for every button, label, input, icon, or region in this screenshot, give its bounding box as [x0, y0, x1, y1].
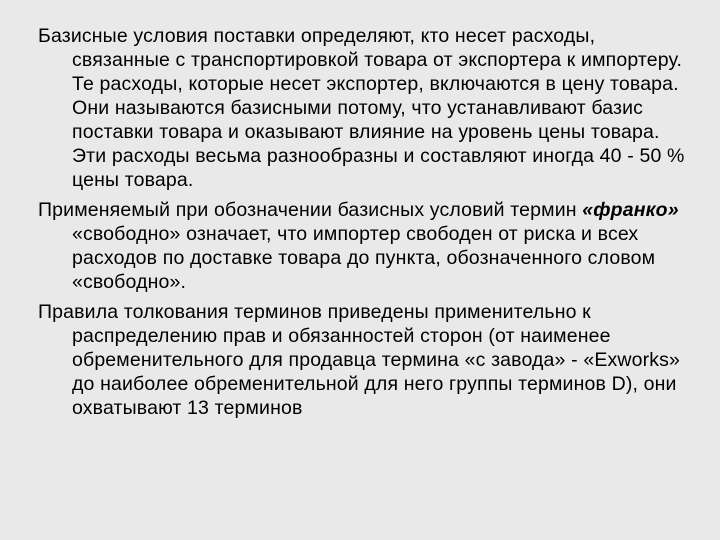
paragraph-franco-term — [38, 198, 698, 294]
paragraph-text: Базисные условия поставки определяют, кто несет расходы, связанные с транспортировкой товара от экспортера к импортеру. Те расходы, которые несет экспортер, включаются в цену товара. Они называются базисными потому, что устанавливают базис поставки товара и оказывают влияние на уровень цены товара. Эти расходы весьма разнообразны и составляют иногда 40 - 50 % цены товара. — [38, 25, 685, 191]
slide-body — [38, 24, 698, 426]
paragraph-interpretation-rules — [38, 300, 698, 420]
paragraph-text-before: Применяемый при обозначении базисных условий термин — [38, 199, 583, 221]
term-franco: «франко» — [582, 199, 679, 221]
paragraph-basis-conditions — [38, 24, 698, 192]
paragraph-text-after: «свободно» означает, что импортер свободен от риска и всех расходов по доставке товара до пункта, обозначенного словом «свободно». — [72, 223, 656, 293]
paragraph-text: Правила толкования терминов приведены применительно к распределению прав и обязанностей сторон (от наименее обременительного для продавца термина «с завода» - «Exworks» до наиболее обременительной для него группы терминов D), они охватывают 13 терминов — [38, 301, 681, 419]
